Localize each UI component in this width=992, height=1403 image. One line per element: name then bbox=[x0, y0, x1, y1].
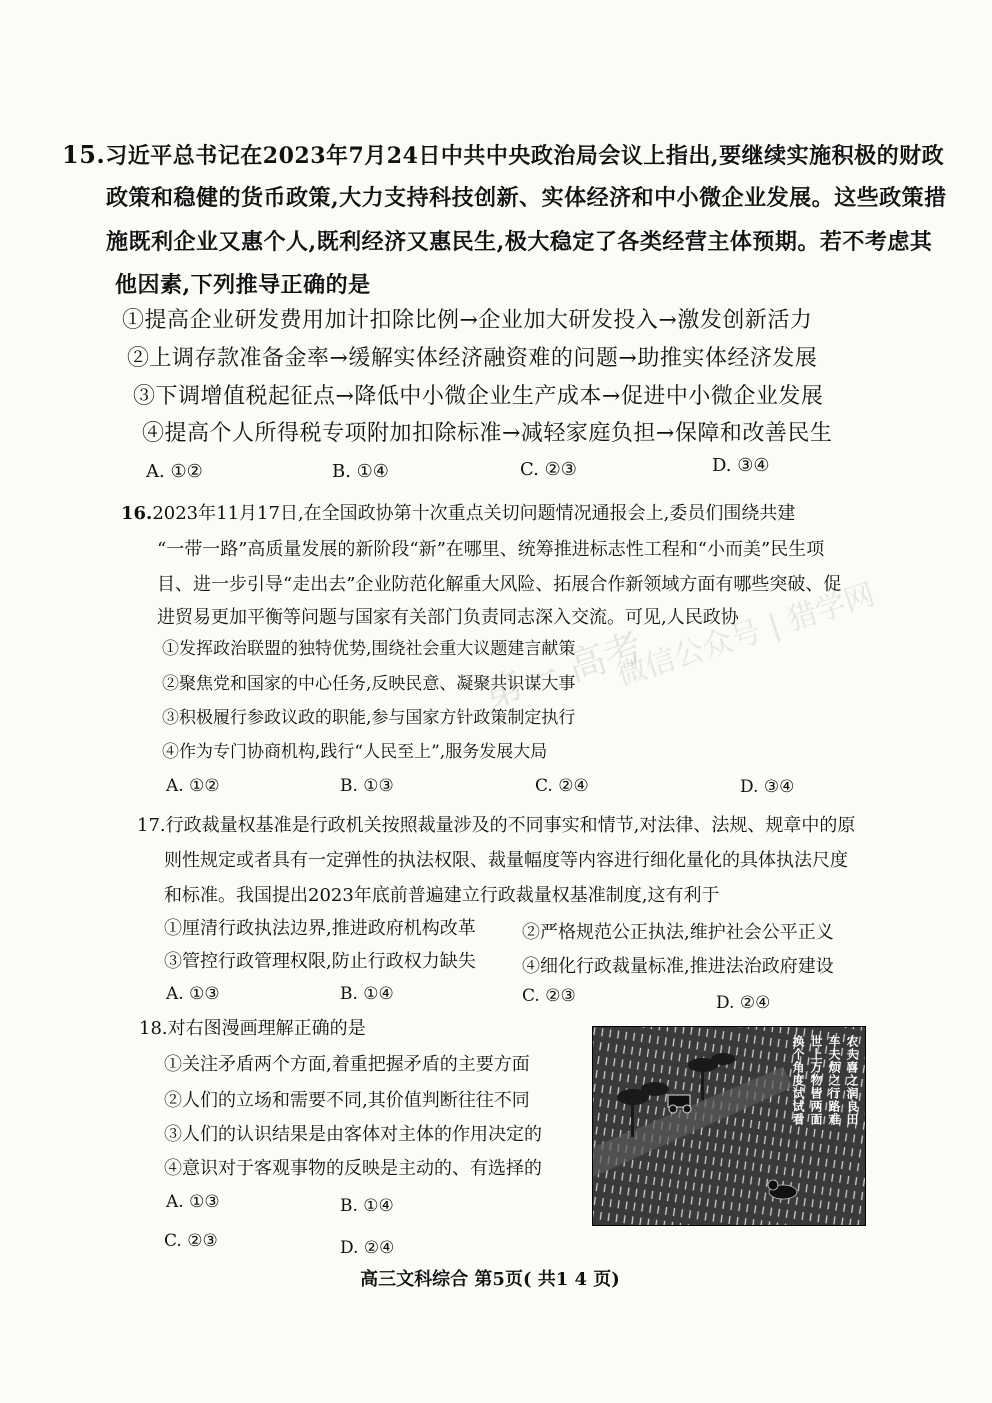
q17-item-2: ②严格规范公正执法,维护社会公平正义 bbox=[522, 922, 834, 943]
q16-option-d: D. ③④ bbox=[740, 777, 795, 797]
q15-option-c: C. ②③ bbox=[520, 459, 577, 480]
q18-stem bbox=[139, 1020, 366, 1038]
cartoon-caption-2: 车夫烦之行路难 bbox=[827, 1035, 841, 1126]
q17-line-3: 和标准。我国提出2023年底前普遍建立行政裁量权基准制度,这有利于 bbox=[164, 885, 720, 906]
q17-item-4: ④细化行政裁量标准,推进法治政府建设 bbox=[522, 956, 834, 977]
q17-option-d: D. ②④ bbox=[716, 993, 771, 1013]
q16-line-4: 进贸易更加平衡等问题与国家有关部门负责同志深入交流。可见,人民政协 bbox=[157, 607, 739, 628]
q18-option-b: B. ①④ bbox=[340, 1196, 394, 1216]
q18-number: 18. bbox=[139, 1018, 168, 1039]
q15-number: 15. bbox=[62, 140, 106, 169]
q15-item-4: ④提高个人所得税专项附加扣除标准→减轻家庭负担→保障和改善民生 bbox=[142, 421, 833, 446]
q17-item-1: ①厘清行政执法边界,推进政府机构改革 bbox=[164, 918, 476, 939]
q16-text-1: 2023年11月17日,在全国政协第十次重点关切问题情况通报会上,委员们围绕共建 bbox=[152, 503, 796, 524]
q15-line-2: 政策和稳健的货币政策,大力支持科技创新、实体经济和中小微企业发展。这些政策措 bbox=[106, 185, 947, 211]
q16-line-1 bbox=[121, 505, 795, 523]
q15-option-d: D. ③④ bbox=[712, 455, 770, 476]
q16-item-2: ②聚焦党和国家的中心任务,反映民意、凝聚共识谋大事 bbox=[162, 674, 576, 694]
q15-item-2: ②上调存款准备金率→缓解实体经济融资难的问题→助推实体经济发展 bbox=[127, 346, 818, 371]
q17-option-a: A. ①③ bbox=[166, 984, 220, 1004]
q18-option-d: D. ②④ bbox=[340, 1238, 395, 1258]
q16-line-2: “一带一路”高质量发展的新阶段“新”在哪里、统筹推进标志性工程和“小而美”民生项 bbox=[157, 539, 825, 560]
q18-item-1: ①关注矛盾两个方面,着重把握矛盾的主要方面 bbox=[164, 1054, 530, 1075]
cartoon-drawing bbox=[593, 1027, 865, 1225]
cartoon-caption-1: 农夫喜之润良田 bbox=[845, 1035, 859, 1126]
page-footer: 高三文科综合 第5页( 共1 4 页) bbox=[360, 1269, 620, 1290]
cartoon-caption-3: 世上万物皆两面 bbox=[809, 1035, 823, 1126]
watermark: 第一 高考 bbox=[478, 624, 648, 718]
q18-option-c: C. ②③ bbox=[164, 1231, 218, 1251]
q17-option-c: C. ②③ bbox=[522, 986, 576, 1006]
q16-number: 16. bbox=[121, 503, 153, 524]
q16-line-3: 目、进一步引导“走出去”企业防范化解重大风险、拓展合作新领域方面有哪些突破、促 bbox=[157, 574, 842, 595]
q15-line-3: 施既利企业又惠个人,既利经济又惠民生,极大稳定了各类经营主体预期。若不考虑其 bbox=[106, 229, 933, 255]
q16-option-a: A. ①② bbox=[166, 776, 220, 796]
q17-option-b: B. ①④ bbox=[340, 984, 394, 1004]
watermark-secondary: 微信公众号 | 猎学网 bbox=[612, 577, 880, 694]
q15-item-1: ①提高企业研发费用加计扣除比例→企业加大研发投入→激发创新活力 bbox=[122, 308, 813, 333]
q15-option-a: A. ①② bbox=[146, 461, 203, 482]
cartoon-caption-4: 换个角度试试看 bbox=[791, 1035, 805, 1126]
cartoon-image bbox=[592, 1026, 866, 1226]
q15-line-1 bbox=[62, 140, 945, 169]
q18-item-2: ②人们的立场和需要不同,其价值判断往往不同 bbox=[164, 1090, 530, 1111]
q18-stem-text: 对右图漫画理解正确的是 bbox=[167, 1018, 366, 1039]
q16-item-4: ④作为专门协商机构,践行“人民至上”,服务发展大局 bbox=[162, 742, 548, 762]
q18-item-3: ③人们的认识结果是由客体对主体的作用决定的 bbox=[164, 1124, 542, 1145]
q15-text-1: 习近平总书记在2023年7月24日中共中央政治局会议上指出,要继续实施积极的财政 bbox=[105, 143, 945, 169]
q17-line-2: 则性规定或者具有一定弹性的执法权限、裁量幅度等内容进行细化量化的具体执法尺度 bbox=[164, 850, 848, 871]
q16-option-c: C. ②④ bbox=[535, 776, 589, 796]
q16-item-1: ①发挥政治联盟的独特优势,围绕社会重大议题建言献策 bbox=[162, 639, 576, 659]
q17-line-1 bbox=[137, 817, 855, 835]
q15-line-4: 他因素,下列推导正确的是 bbox=[115, 272, 371, 298]
q17-text-1: 行政裁量权基准是行政机关按照裁量涉及的不同事实和情节,对法律、法规、规章中的原 bbox=[165, 815, 856, 836]
q17-number: 17. bbox=[137, 815, 166, 836]
q16-item-3: ③积极履行参政议政的职能,参与国家方针政策制定执行 bbox=[162, 708, 576, 728]
q17-item-3: ③管控行政管理权限,防止行政权力缺失 bbox=[164, 951, 476, 972]
q16-option-b: B. ①③ bbox=[340, 776, 394, 796]
q18-option-a: A. ①③ bbox=[166, 1192, 220, 1212]
q18-item-4: ④意识对于客观事物的反映是主动的、有选择的 bbox=[164, 1158, 542, 1179]
q15-item-3: ③下调增值税起征点→降低中小微企业生产成本→促进中小微企业发展 bbox=[133, 384, 824, 409]
q15-option-b: B. ①④ bbox=[332, 461, 389, 482]
